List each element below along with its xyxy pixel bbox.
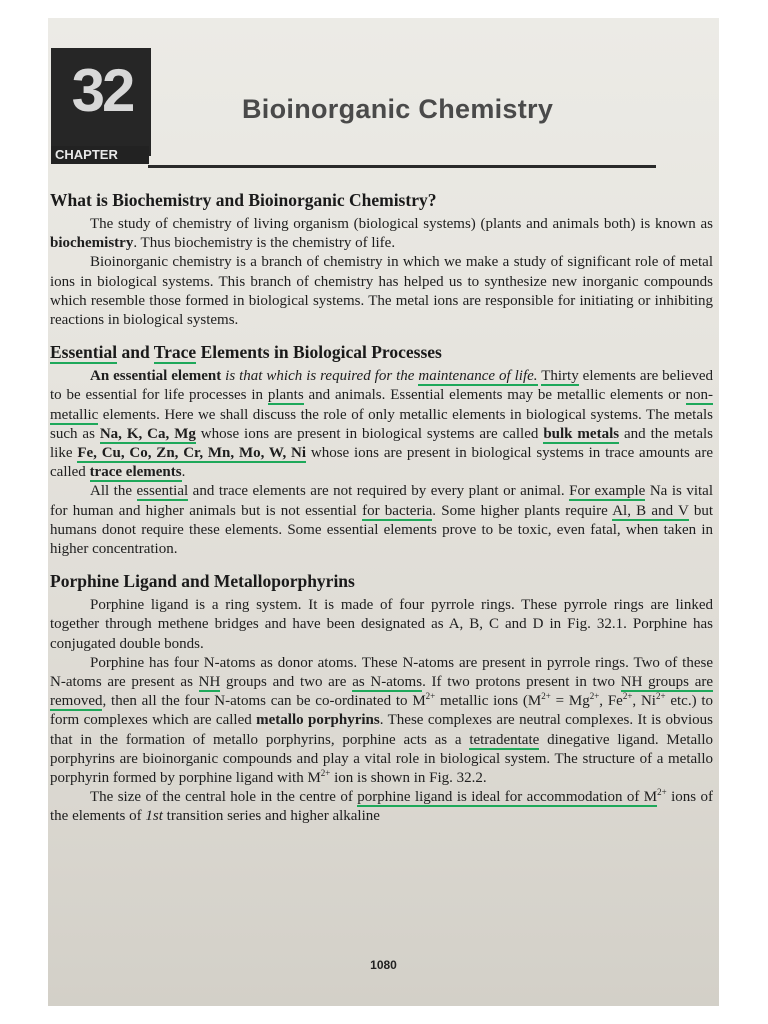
superscript: 2+ [655,691,666,702]
text: and [117,342,154,363]
paragraph [50,654,713,788]
text: etc.) to form complexes which are called [50,693,714,729]
text: groups and two are [220,674,353,691]
text: whose ions are present in biological systems are called [195,425,544,442]
text: = Mg [550,693,590,710]
underlined-text: Trace [153,342,197,363]
text: , Fe [599,693,623,710]
underlined-bold-term: bulk metals [543,425,620,442]
text: ion is shown in Fig. 32.2. [330,770,487,787]
text: , then all the four N-atoms can be co-ordinated to M [102,693,426,710]
book-page [48,18,719,1006]
chapter-number-box [51,48,151,156]
section-heading: Porphine Ligand and Metalloporphyrins [50,571,355,592]
text: . Thus biochemistry is the chemistry of life. [133,235,396,252]
chapter-label: CHAPTER [51,146,149,164]
text: The study of chemistry of living organism (biological systems) (plants and animals both) is known as [90,216,713,232]
underlined-text: porphine ligand is ideal for accommodation of M [357,789,658,806]
text: The size of the central hole in the centre of [90,789,358,806]
superscript: 2+ [622,691,633,702]
text: . [181,464,186,481]
section-porphine-ligand [48,571,719,826]
superscript: 2+ [425,691,436,702]
text: . If two protons present in two [422,674,621,691]
section-biochemistry [48,190,719,330]
paragraph [50,788,713,826]
text: and trace elements are not required by every plant or animal. [188,483,570,500]
underlined-text: NH groups are removed [50,674,714,710]
text: dinegative ligand. Metallo porphyrins are bioinorganic compounds and play a vital role in biological system. The structure of a metallo porphyrin formed by porphine ligand with M [50,731,714,787]
superscript: 2+ [320,768,331,779]
text: Na is vital for human and higher animals but is not essential [50,483,713,519]
underlined-bold-term: Fe, Cu, Co, Zn, Cr, Mn, Mo, W, Ni [77,445,307,462]
text: whose ions are present in biological systems in trace amounts are called [50,445,713,481]
italic-text: 1st [145,808,163,825]
underlined-text: For example [569,483,646,500]
underlined-text: tetradentate [469,731,540,748]
italic-text: is that which is required for the [221,368,419,385]
chapter-number: 32 [71,57,133,124]
underlined-text: as N-atoms [352,674,423,691]
superscript: 2+ [589,691,600,702]
bold-term: biochemistry [50,235,134,252]
underlined-bold-term: trace elements [89,464,182,481]
underlined-text: Thirty [541,368,579,385]
section-heading: What is Biochemistry and Bioinorganic Chemistry? [50,190,437,210]
underlined-text: for bacteria [362,502,433,519]
underlined-text: Al, B and V [612,502,689,519]
text: and the metals like [50,425,713,462]
section-heading [50,342,719,363]
text: . Some higher plants require [432,502,613,519]
underlined-text: essential [136,483,189,500]
text: Elements in Biological Processes [196,342,442,363]
paragraph: Porphine ligand is a ring system. It is made of four pyrrole rings. These pyrrole rings are linked together through methene bridges and have been designated as A, B, C and D in Fig. 32.1. Porphine has conjugated double bonds. [50,597,713,652]
paragraph [50,215,713,253]
superscript: 2+ [657,787,667,798]
page-number: 1080 [370,958,397,972]
underlined-text: Essential [50,342,118,363]
chapter-divider [148,165,656,168]
section-essential-trace-elements [48,342,719,559]
superscript: 2+ [541,691,551,702]
text: ions of the elements of [50,789,714,825]
text: elements. Here we shall discuss the role of only metallic elements in biological systems. The metals such as [50,406,713,442]
text: metallic ions (M [435,693,542,710]
underlined-bold-term: Na, K, Ca, Mg [99,425,196,442]
underlined-text: non-metallic [50,387,713,423]
underlined-text: NH [198,674,221,691]
chapter-title: Bioinorganic Chemistry [242,94,554,124]
paragraph [50,482,713,559]
bold-term: metallo porphyrins [256,712,380,729]
text: but humans donot require these elements. Some essential elements prove to be toxic, even fatal, when taken in higher concentration. [50,502,714,558]
text: Porphine has four N-atoms as donor atoms. These N-atoms are present in pyrrole rings. Two of these N-atoms are present as [50,654,713,691]
text: . These complexes are neutral complexes. It is obvious that in the formation of metallo porphyrins, porphine acts as a [50,712,713,748]
text: and animals. Essential elements may be metallic elements or [303,387,686,404]
underlined-text: maintenance of life. [418,368,538,385]
paragraph: Bioinorganic chemistry is a branch of chemistry in which we make a study of significant role of metal ions in biological systems. This branch of chemistry has helped us to synthesize new inorganic compounds which resemble those formed in biological systems. The metal ions are responsible for initiating or inhibiting reactions in biological systems. [50,254,713,329]
text: All the [90,483,137,500]
text: elements are believed to be essential for life processes in [50,368,713,404]
bold-term: An essential element [90,368,222,385]
page-content [48,190,719,839]
text: transition series and higher alkaline [162,808,380,825]
text: , Ni [632,693,656,710]
paragraph [50,367,713,482]
underlined-text: plants [267,387,304,404]
